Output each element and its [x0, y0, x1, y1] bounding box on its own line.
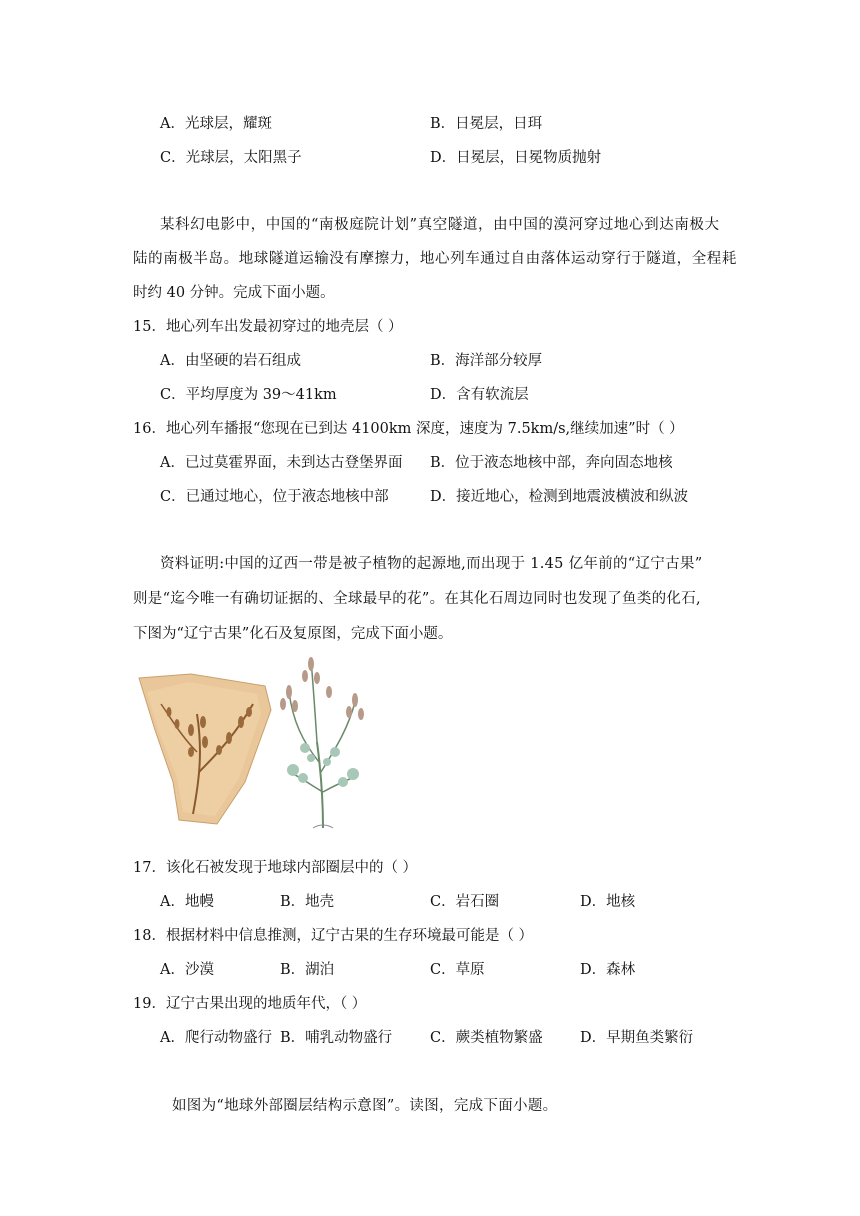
q16-option-c: C．已通过地心，位于液态地核中部	[160, 489, 389, 505]
q19-option-b: B．哺乳动物盛行	[280, 1030, 393, 1046]
q17-option-d: D．地核	[580, 894, 636, 910]
q14-option-a: A．光球层，耀斑	[160, 116, 272, 132]
q14-option-c: C．光球层，太阳黑子	[160, 150, 302, 166]
q16-option-a: A．已过莫霍界面，未到达古登堡界面	[160, 455, 403, 471]
q14-option-d: D．日冕层，日冕物质抛射	[430, 150, 602, 166]
fossil-and-restoration-image	[133, 652, 393, 832]
passage1-line3: 时约 40 分钟。完成下面小题。	[133, 285, 335, 301]
q15-option-a: A．由坚硬的岩石组成	[160, 353, 301, 369]
q19-stem: 19．辽宁古果出现的地质年代，（ ）	[133, 996, 367, 1012]
q16-option-d: D．接近地心，检测到地震波横波和纵波	[430, 489, 689, 505]
passage2-line2: 则是“迄今唯一有确切证据的、全球最早的花”。在其化石周边同时也发现了鱼类的化石,	[133, 591, 701, 607]
liaoning-fossil-figure	[133, 652, 393, 836]
q18-option-b: B．湖泊	[280, 962, 335, 978]
q15-option-d: D．含有软流层	[430, 387, 529, 403]
q19-option-d: D．早期鱼类繁衍	[580, 1030, 694, 1046]
q19-option-c: C．蕨类植物繁盛	[430, 1030, 543, 1046]
q18-option-d: D．森林	[580, 962, 636, 978]
q17-option-c: C．岩石圈	[430, 894, 500, 910]
q15-option-b: B．海洋部分较厚	[430, 353, 543, 369]
q15-option-c: C．平均厚度为 39～41km	[160, 387, 337, 403]
q16-stem: 16．地心列车播报“您现在已到达 4100km 深度，速度为 7.5km/s,继续加速”时（ ）	[133, 421, 684, 437]
passage3-line1: 如图为“地球外部圈层结构示意图”。读图，完成下面小题。	[172, 1098, 558, 1114]
q14-option-b: B．日冕层，日珥	[430, 116, 543, 132]
passage1-line2: 陆的南极半岛。地球隧道运输没有摩擦力，地心列车通过自由落体运动穿行于隧道，全程耗	[133, 251, 737, 267]
q16-option-b: B．位于液态地核中部，奔向固态地核	[430, 455, 673, 471]
q17-option-b: B．地壳	[280, 894, 335, 910]
passage2-line3: 下图为“辽宁古果”化石及复原图，完成下面小题。	[133, 626, 453, 642]
passage2-line1: 资料证明:中国的辽西一带是被子植物的起源地,而出现于 1.45 亿年前的“辽宁古果”	[160, 556, 703, 572]
q18-option-a: A．沙漠	[160, 962, 214, 978]
q18-stem: 18．根据材料中信息推测，辽宁古果的生存环境最可能是（ ）	[133, 928, 534, 944]
q19-option-a: A．爬行动物盛行	[160, 1030, 272, 1046]
q17-stem: 17．该化石被发现于地球内部圈层中的（ ）	[133, 860, 418, 876]
q15-stem: 15．地心列车出发最初穿过的地壳层（ ）	[133, 319, 403, 335]
q18-option-c: C．草原	[430, 962, 485, 978]
passage1-line1: 某科幻电影中，中国的“南极庭院计划”真空隧道，由中国的漠河穿过地心到达南极大	[160, 217, 720, 233]
q17-option-a: A．地幔	[160, 894, 214, 910]
